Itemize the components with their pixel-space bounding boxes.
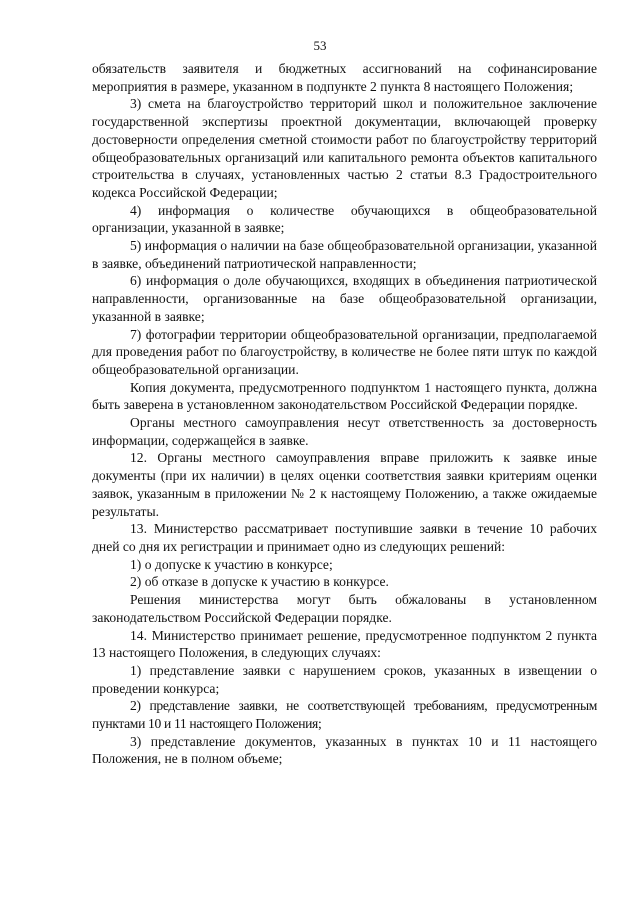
paragraph-clause-14: 14. Министерство принимает решение, предусмотренное подпунктом 2 пункта 13 настоящего Положения, в следующих случаях: xyxy=(92,627,597,661)
paragraph-continuation: обязательств заявителя и бюджетных ассигнований на софинансирование мероприятия в размере, указанном в подпункте 2 пункта 8 настоящего Положения; xyxy=(92,61,597,94)
page-number: 53 xyxy=(313,38,327,53)
paragraph-item-7: 7) фотографии территории общеобразовательной организации, предполагаемой для проведения работ по благоустройству, в количестве не более пяти штук по каждой общеобразовательной организации. xyxy=(92,326,597,377)
paragraph-responsibility: Органы местного самоуправления несут ответственность за достоверность информации, содержащейся в заявке. xyxy=(92,415,597,448)
paragraph-item-3: 3) смета на благоустройство территорий школ и положительное заключение государственной экспертизы проектной документации, включающей проверку достоверности определения сметной стоимости работ по благоустройству территорий общеобразовательных организаций или капитального ремонта объектов капитального строительства в случаях, установленных частью 2 статьи 8.3 Градостроительного кодекса Российской Федерации; xyxy=(92,96,597,200)
paragraph-item-6: 6) информация о доле обучающихся, входящих в объединения патриотической направленности, организованные на базе общеобразовательной организации, указанной в заявке; xyxy=(92,273,597,324)
paragraph-decision-1: 1) о допуске к участию в конкурсе; xyxy=(130,556,333,572)
paragraph-refusal-2: 2) представление заявки, не соответствующей требованиям, предусмотренным пунктами 10 и 11 настоящего Положения; xyxy=(92,698,597,732)
paragraph-refusal-1: 1) представление заявки с нарушением сроков, указанных в извещении о проведении конкурса; xyxy=(92,662,597,696)
paragraph-clause-13: 13. Министерство рассматривает поступившие заявки в течение 10 рабочих дней со дня их регистрации и принимает одно из следующих решений: xyxy=(92,521,597,554)
document-body xyxy=(92,60,597,768)
paragraph-copy-certification: Копия документа, предусмотренного подпунктом 1 настоящего пункта, должна быть заверена в установленном законодательством Российской Федерации порядке. xyxy=(92,379,597,413)
paragraph-decision-2: 2) об отказе в допуске к участию в конкурсе. xyxy=(130,574,389,590)
paragraph-appeal: Решения министерства могут быть обжалованы в установленном законодательством Российской Федерации порядке. xyxy=(92,592,597,625)
paragraph-refusal-3: 3) представление документов, указанных в пунктах 10 и 11 настоящего Положения, не в полном объеме; xyxy=(92,733,597,767)
paragraph-clause-12: 12. Органы местного самоуправления вправе приложить к заявке иные документы (при их наличии) в целях оценки соответствия заявки критериям оценки заявок, указанным в приложении № 2 к настоящему Положению, а также ожидаемые результаты. xyxy=(92,450,597,519)
paragraph-item-4: 4) информация о количестве обучающихся в общеобразовательной организации, указанной в заявке; xyxy=(92,202,597,236)
paragraph-item-5: 5) информация о наличии на базе общеобразовательной организации, указанной в заявке, объединений патриотической направленности; xyxy=(92,238,597,271)
